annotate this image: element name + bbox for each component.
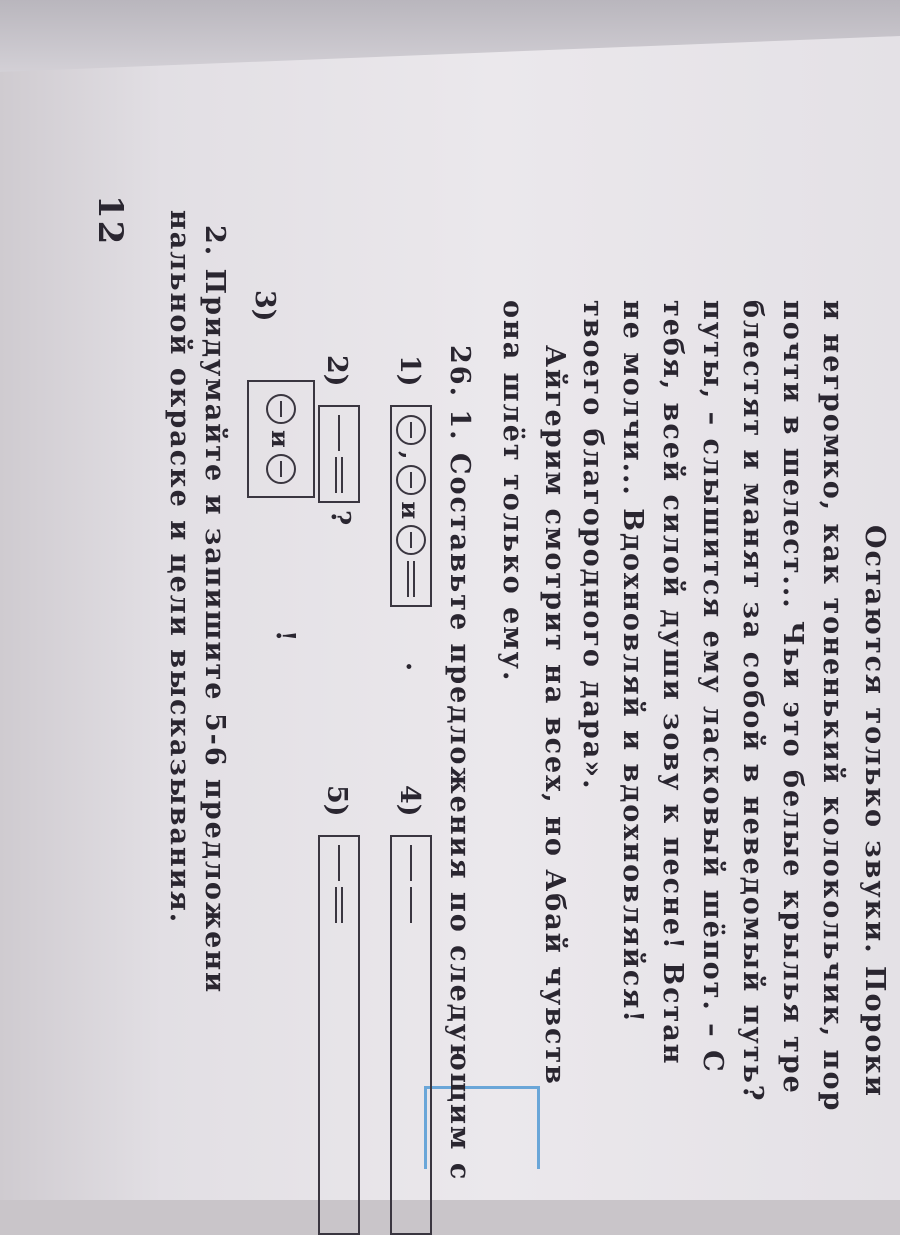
scheme-1-box: , и	[390, 405, 432, 607]
subject-line-icon	[410, 887, 412, 923]
passage-line-5: путы, – слышится ему ласковый шёпот. – С	[697, 300, 728, 1074]
subject-circle-icon	[266, 394, 296, 424]
scheme-5-label: 5)	[321, 785, 352, 817]
passage-line-7: не молчи... Вдохновляй и вдохновляйся!	[617, 300, 648, 1025]
passage-line-4: блестят и манят за собой в неведомый путь?	[737, 300, 768, 1103]
task-number: 26.	[444, 345, 475, 398]
passage-line-2: и негромко, как тоненький колокольчик, пор	[817, 300, 848, 1113]
subject-line-icon	[410, 845, 412, 881]
passage-line-10: она шлёт только ему.	[497, 300, 528, 683]
predicate-line-icon	[334, 887, 344, 923]
predicate-line-icon	[406, 561, 416, 597]
scheme-3-conj: и	[266, 430, 296, 448]
scheme-4-label: 4)	[394, 785, 425, 817]
passage-line-1: Остаются только звуки. Пороки	[859, 525, 890, 1098]
subject-circle-icon	[396, 465, 426, 495]
scheme-4-box	[390, 835, 432, 1235]
scheme-3-box	[247, 380, 315, 498]
task-26-heading	[444, 345, 475, 1181]
scheme-1-end: .	[400, 662, 430, 672]
scheme-3-label: 3)	[249, 290, 280, 322]
subject-circle-icon	[396, 525, 426, 555]
subject-line-icon	[338, 415, 340, 451]
scheme-3-end: !	[270, 630, 300, 642]
task-2-line-2: нальной окраске и цели высказывания.	[164, 210, 195, 925]
passage-line-8: твоего благородного дара».	[577, 300, 608, 791]
scheme-1-conj: и	[396, 501, 426, 520]
passage-line-9: Айгерим смотрит на всех, но Абай чувств	[539, 345, 570, 1086]
page-tab-marker	[424, 1086, 540, 1169]
scheme-2-end: ?	[325, 510, 355, 526]
predicate-line-icon	[334, 457, 344, 493]
task-2-line-1: 2. Придумайте и запишите 5-6 предложени	[199, 225, 230, 995]
subject-line-icon	[338, 845, 340, 881]
scheme-2-label: 2)	[321, 355, 352, 387]
subject-circle-icon	[396, 415, 426, 445]
passage-line-3: почти в шелест... Чьи это белые крылья тре	[777, 300, 808, 1095]
page-number: 12	[90, 195, 130, 247]
task-text: 1. Составьте предложения по следующим с	[444, 409, 475, 1182]
scheme-1-label: 1)	[394, 355, 425, 387]
scheme-2-box	[318, 405, 360, 503]
subject-circle-icon	[266, 454, 296, 484]
scheme-5-box	[318, 835, 360, 1235]
passage-line-6: тебя, всей силой души зову к песне! Встан	[657, 300, 688, 1066]
